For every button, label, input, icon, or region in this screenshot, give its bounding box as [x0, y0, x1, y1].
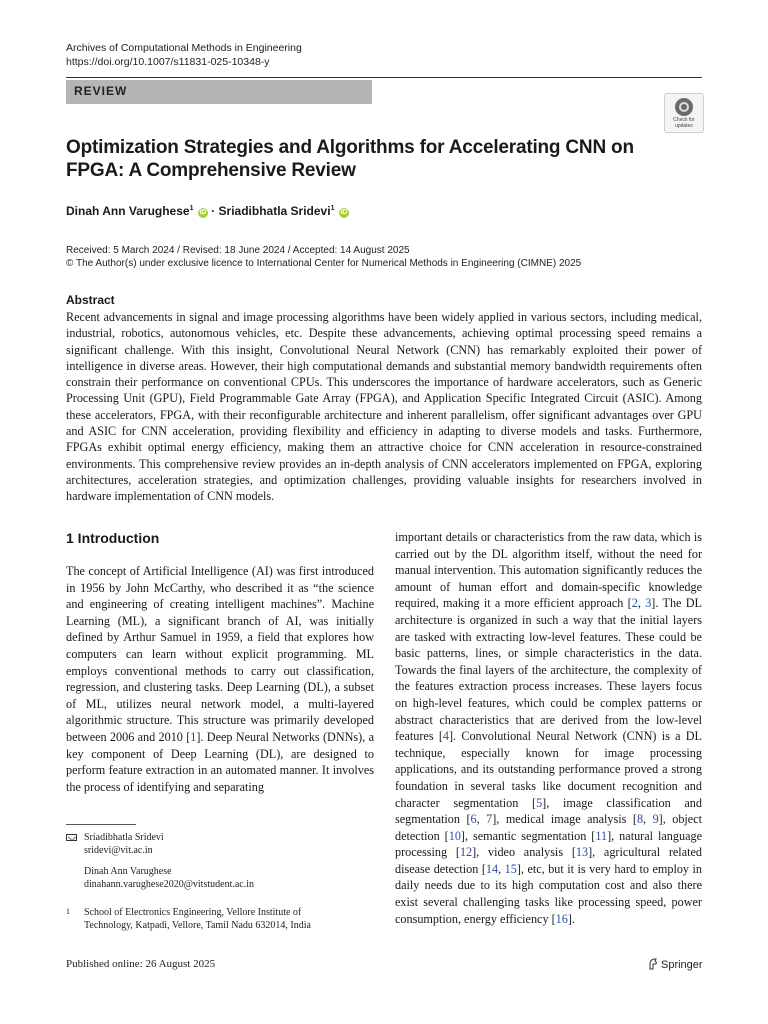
intro-text: ]. Deep Neural Networks (DNNs), a key component of Deep Learning (DL), are designed to perform feature extraction in an automated manner. It involves the process of identifying and separating — [66, 729, 374, 794]
intro-text: ], medical image analysis [ — [492, 812, 637, 827]
citation-link[interactable]: 7 — [486, 812, 493, 827]
header-rule — [66, 77, 702, 78]
citation-link[interactable]: 15 — [504, 861, 517, 876]
corresponding-author-email[interactable]: sridevi@vit.ac.in — [84, 845, 153, 856]
citation-link[interactable]: 1 — [190, 729, 197, 744]
published-online-date: Published online: 26 August 2025 — [66, 958, 216, 970]
publisher-name: Springer — [661, 959, 703, 971]
springer-horse-icon — [648, 958, 658, 970]
corresponding-author-name: Sriadibhatla Sridevi — [84, 832, 164, 843]
affiliation-text: School of Electronics Engineering, Vellore Institute of Technology, Katpadi, Vellore, Tamil Nadu 632014, India — [84, 907, 311, 931]
intro-text: The concept of Artificial Intelligence (AI) was first introduced in 1956 by John McCarthy, who described it as “the science and engineering of creating intelligent machines”. Machine Learning (ML), a significant branch of AI, was initially defined by Arthur Samuel in 1959, a field that explores how computers can learn without explicit programming. ML employs conventional methods to carry out classification, regression, and clustering tasks. Deep Learning (DL), a subset of ML, utilizes neural network model, a multi-layered algorithmic structure. This structure was primarily developed between 2006 and 2010 [ — [66, 564, 374, 744]
citation-link[interactable]: 4 — [442, 729, 449, 744]
citation-link[interactable]: 16 — [555, 911, 568, 926]
intro-text: ], etc, but it is very hard to employ in daily needs due to its high computation cost and also there exist several challenging tasks like processing speed, power consumption, energy efficiency [ — [395, 861, 702, 926]
citation-link[interactable]: 13 — [575, 845, 589, 860]
abstract-heading: Abstract — [66, 293, 115, 307]
footnote-rule — [66, 824, 136, 825]
author-separator: · — [207, 204, 219, 218]
orcid-icon[interactable]: iD — [340, 209, 348, 216]
author-2-affil: 1 — [330, 205, 335, 212]
check-updates-icon — [675, 98, 693, 116]
coauthor-name: Dinah Ann Varughese — [84, 866, 172, 877]
citation-link[interactable]: 8 — [636, 812, 644, 827]
check-for-updates-badge[interactable] — [664, 93, 704, 133]
intro-text: ], object detection [ — [395, 812, 703, 843]
coauthor-email[interactable]: dinahann.varughese2020@vitstudent.ac.in — [84, 879, 254, 890]
author-name-2[interactable]: Sriadibhatla Sridevi — [218, 204, 331, 218]
intro-text: important details or characteristics from the raw data, which is carried out by the DL algorithm itself, without the need for manual intervention. This automation significantly reduces the amount of human effort and domain-specific knowledge required, making it a more efficient approach [ — [395, 530, 702, 611]
section-heading-introduction: 1 Introduction — [66, 530, 160, 546]
intro-text: ], image classification and segmentation [ — [395, 795, 702, 827]
citation-link[interactable]: 14 — [485, 861, 499, 876]
abstract-text: Recent advancements in signal and image processing algorithms have been widely applied in various sectors, including medical, industrial, robotics, autonomous vehicles, etc. Despite these advancements, achieving optimal processing speed remains a significant challenge. With this insight, Convolutional Neural Network (CNN) has remarkably exploited their power of intelligence in diverse areas. However, their high computational demands and substantial memory bandwidth requirements often constrain their performance on conventional CPUs. This underscores the importance of hardware accelerators, such as Generic Processing Unit (GPU), Field Programmable Gate Array (FPGA), and Application Specific Integrated Circuit (ASIC). Among these accelerators, FPGA, with their reconfigurable architecture and inherent parallelism, offer significant advantages over GPU and ASIC for CNN acceleration, providing flexibility and efficiency in adapting to diverse models and tasks. Furthermore, FPGAs exhibit optimal energy efficiency, making them an attractive choice for CNN acceleration in resource-constrained environments. This comprehensive review provides an in-depth analysis of CNN accelerators implemented on FPGA, exploring architectures, acceleration strategies, and optimization challenges, providing valuable insights for researchers involved in hardware implementation of CNN models. — [66, 310, 702, 504]
intro-right-column: important details or characteristics from the raw data, which is carried out by the DL algorithm itself, without the need for manual intervention. This automation significantly reduces the amount of human effort and domain-specific knowledge required, making it a more efficient approach [2, 3]. The DL architecture is organized in such a way that the initial layers are tasked with extracting low-level features. These could be basic patterns, lines, or simple characteristics in the data. Towards the final layers of the architecture, the complexity of the features extraction process increases. These layers focus on high-level features, which could be complex patterns or abstract characteristics that are derived from the low-level features [4]. Convolutional Neural Network (CNN) is a DL technique, especially known for image processing applications, and its outstanding performance proved a strong foundation in several tasks like document recognition and character segmentation [5], image classification and segmentation [6, 7], medical image analysis [8, 9], object detection [10], semantic segmentation [11], natural language processing [12], video analysis [13], agricultural related disease detection [14, 15], etc, but it is very hard to employ in daily needs due to its high computation cost and also there exist several challenging tasks like processing speed, power consumption, energy efficiency [16]. — [395, 530, 703, 926]
citation-link[interactable]: 5 — [536, 795, 543, 810]
journal-name: Archives of Computational Methods in Engineering — [66, 42, 302, 54]
publisher-logo — [648, 958, 703, 971]
citation-link[interactable]: 6 — [470, 812, 477, 827]
envelope-icon — [66, 834, 77, 841]
paper-title: Optimization Strategies and Algorithms for Accelerating CNN on FPGA: A Comprehensive Review — [66, 137, 634, 181]
badge-text-2: updates — [675, 122, 693, 129]
intro-left-column — [66, 563, 374, 795]
copyright-line: © The Author(s) under exclusive licence to International Center for Numerical Methods in Engineering (CIMNE) 2025 — [66, 258, 582, 269]
intro-text: ], semantic segmentation [ — [460, 828, 596, 843]
author-name-1[interactable]: Dinah Ann Varughese — [66, 204, 190, 218]
author-list — [66, 204, 349, 218]
citation-link[interactable]: 3 — [645, 596, 652, 611]
author-1-affil: 1 — [189, 205, 194, 212]
citation-link[interactable]: 12 — [459, 845, 473, 860]
citation-link[interactable]: 11 — [595, 828, 608, 843]
intro-text: ]. Convolutional Neural Network (CNN) is a DL technique, especially known for image processing applications, and its outstanding performance proved a strong foundation in several tasks like document recognition and character segmentation [ — [395, 729, 702, 810]
intro-text: ], natural language processing [ — [395, 828, 702, 860]
doi-link[interactable]: https://doi.org/10.1007/s11831-025-10348-y — [66, 56, 270, 68]
intro-text: ], video analysis [ — [472, 845, 576, 860]
intro-text: ]. The DL architecture is organized in such a way that the initial layers are tasked with extracting low-level features. These could be basic patterns, lines, or simple characteristics in the data. Towards the final layers of the architecture, the complexity of the features extraction process increases. These layers focus on high-level features, which could be complex patterns or abstract characteristics that are derived from the low-level features [ — [395, 596, 703, 744]
citation-link[interactable]: 9 — [652, 812, 659, 827]
badge-text-1: Check for — [673, 116, 695, 123]
article-history — [66, 244, 581, 270]
corresponding-author — [84, 831, 254, 891]
article-type-bar — [66, 80, 372, 104]
article-type-label: REVIEW — [74, 84, 128, 98]
history-dates: Received: 5 March 2024 / Revised: 18 June 2024 / Accepted: 14 August 2025 — [66, 245, 410, 256]
orcid-icon[interactable]: iD — [199, 209, 207, 216]
affiliation-number: 1 — [66, 907, 70, 916]
citation-link[interactable]: 2 — [631, 596, 638, 611]
citation-link[interactable]: 10 — [448, 828, 461, 843]
intro-text: ], agricultural related disease detection [ — [395, 845, 702, 876]
intro-text: ]. — [567, 911, 575, 926]
